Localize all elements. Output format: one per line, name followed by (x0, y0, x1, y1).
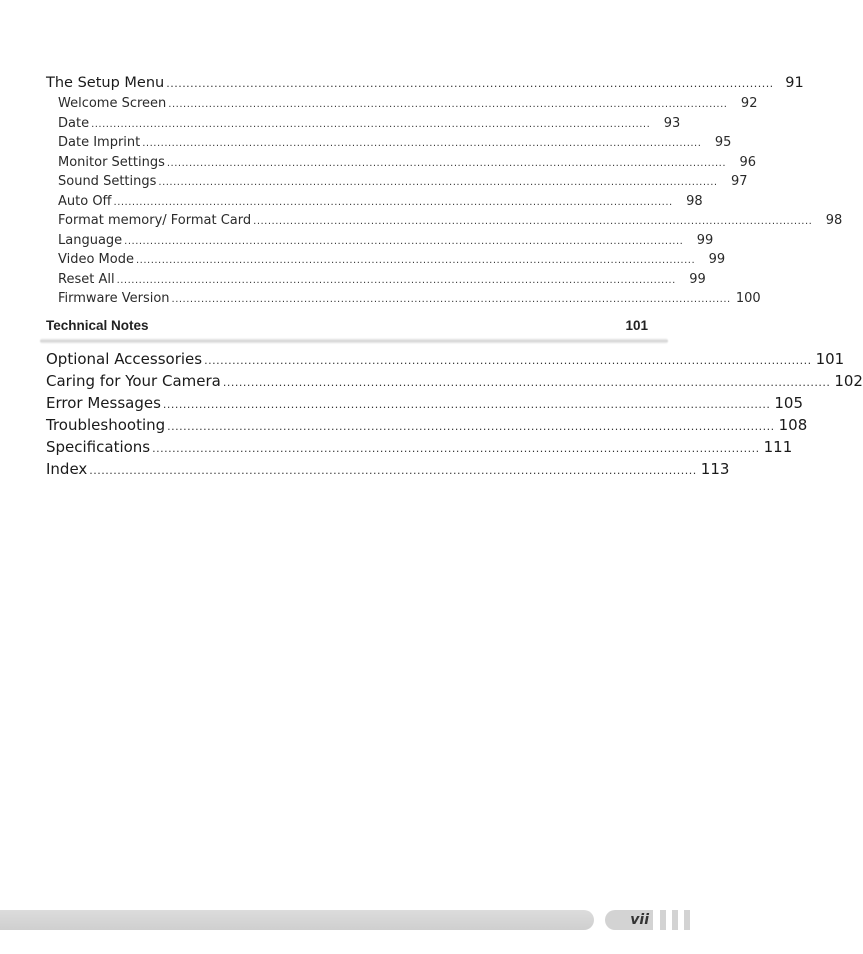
toc-entry-label: Error Messages (46, 393, 161, 412)
toc-subentry-format-memory[interactable] (46, 211, 843, 231)
toc-entry-label: Sound Settings (58, 174, 157, 189)
toc-entry-label: Index (46, 459, 88, 478)
dot-leader: ........................................................................................................................................................ (162, 397, 771, 411)
toc-entry-page: 99 (708, 252, 726, 267)
toc-entry-page: 111 (763, 437, 793, 456)
toc-entry-specifications[interactable] (46, 436, 793, 458)
section-heading-technical-notes[interactable] (46, 315, 648, 337)
toc-entry-optional-accessories[interactable] (46, 348, 845, 370)
toc-entry-label: Troubleshooting (46, 415, 166, 434)
toc-entry-page: 99 (689, 271, 706, 287)
toc-entry-label: Welcome Screen (58, 96, 167, 111)
toc-entry-page: 91 (785, 75, 804, 91)
dot-leader: ........................................................................................................................................................ (204, 353, 812, 367)
footer-bar (0, 910, 594, 930)
dot-leader: ........................................................................................................................................................ (171, 294, 731, 305)
section-heading-label: Technical Notes (46, 317, 149, 333)
toc-entry-page: 98 (825, 213, 843, 228)
toc-entry-error-messages[interactable] (46, 392, 804, 414)
dot-leader: ........................................................................................................................................................ (222, 375, 831, 389)
toc-entry-label: Date Imprint (58, 135, 141, 150)
dot-leader: ........................................................................................................................................................ (152, 441, 760, 455)
toc-entry-index[interactable] (46, 458, 730, 480)
toc-entry-page: 97 (731, 174, 748, 189)
toc-entry-label: Optional Accessories (46, 349, 203, 368)
dot-leader: ........................................................................................................................................................ (158, 177, 718, 188)
toc-subentry-video-mode[interactable] (46, 250, 726, 270)
dot-leader: ........................................................................................................................................................ (166, 77, 774, 90)
dot-leader: ........................................................................................................................................................ (253, 216, 813, 227)
toc-entry-label: Video Mode (58, 252, 134, 267)
dot-leader: ........................................................................................................................................................ (91, 118, 651, 130)
toc-entry-label: Specifications (46, 437, 151, 456)
toc-entry-page: 99 (696, 232, 714, 248)
toc-entry-label: Format memory/ Format Card (58, 213, 252, 228)
dot-leader: ........................................................................................................................................................ (142, 138, 702, 149)
toc-entry-setup-menu[interactable] (46, 72, 804, 94)
toc-entry-label: Caring for Your Camera (46, 371, 221, 390)
toc-subentry-welcome-screen[interactable] (46, 94, 758, 114)
toc-subentry-language[interactable] (46, 231, 714, 251)
toc-entry-page: 93 (663, 115, 681, 131)
toc-entry-label: Monitor Settings (58, 154, 165, 170)
section-heading-page: 101 (625, 317, 648, 333)
toc-entry-troubleshooting[interactable] (46, 414, 808, 436)
section-divider (40, 338, 668, 344)
toc-entry-page: 96 (739, 154, 757, 170)
footer-page-number: vii (630, 912, 649, 928)
toc-entry-label: Firmware Version (58, 291, 170, 306)
toc-entry-label: Reset All (58, 271, 115, 287)
footer-stripe (684, 910, 690, 930)
toc-entry-page: 98 (686, 193, 703, 209)
dot-leader: ........................................................................................................................................................ (167, 419, 775, 433)
footer-stripe (660, 910, 666, 930)
dot-leader: ........................................................................................................................................................ (116, 274, 676, 286)
toc-entry-page: 113 (700, 459, 730, 478)
toc-entry-page: 92 (740, 96, 758, 111)
toc-entry-page: 105 (774, 393, 804, 412)
toc-subentry-sound-settings[interactable] (46, 172, 748, 192)
toc-entry-label: Language (58, 232, 123, 248)
toc-entry-page: 95 (714, 135, 732, 150)
dot-leader: ........................................................................................................................................................ (166, 157, 727, 169)
toc-entry-page: 101 (815, 349, 845, 368)
toc-subentry-monitor-settings[interactable] (46, 153, 757, 173)
dot-leader: ........................................................................................................................................................ (89, 463, 697, 477)
table-of-contents (46, 70, 863, 480)
dot-leader: ........................................................................................................................................................ (135, 255, 696, 266)
toc-entry-page: 102 (834, 371, 863, 390)
toc-subentry-date-imprint[interactable] (46, 133, 732, 153)
toc-subentry-date[interactable] (46, 114, 681, 134)
toc-entry-label: Date (58, 115, 90, 131)
dot-leader: ........................................................................................................................................................ (113, 196, 673, 208)
toc-entry-page: 108 (778, 415, 808, 434)
dot-leader: ........................................................................................................................................................ (168, 99, 728, 110)
toc-subentry-reset-all[interactable] (46, 270, 706, 290)
toc-subentry-auto-off[interactable] (46, 192, 703, 212)
toc-entry-caring-for-camera[interactable] (46, 370, 863, 392)
toc-entry-page: 100 (735, 291, 761, 306)
toc-entry-label: The Setup Menu (46, 75, 165, 91)
footer-stripe (672, 910, 678, 930)
dot-leader: ........................................................................................................................................................ (124, 235, 684, 247)
toc-entry-label: Auto Off (58, 193, 112, 209)
toc-subentry-firmware-version[interactable] (46, 289, 761, 309)
